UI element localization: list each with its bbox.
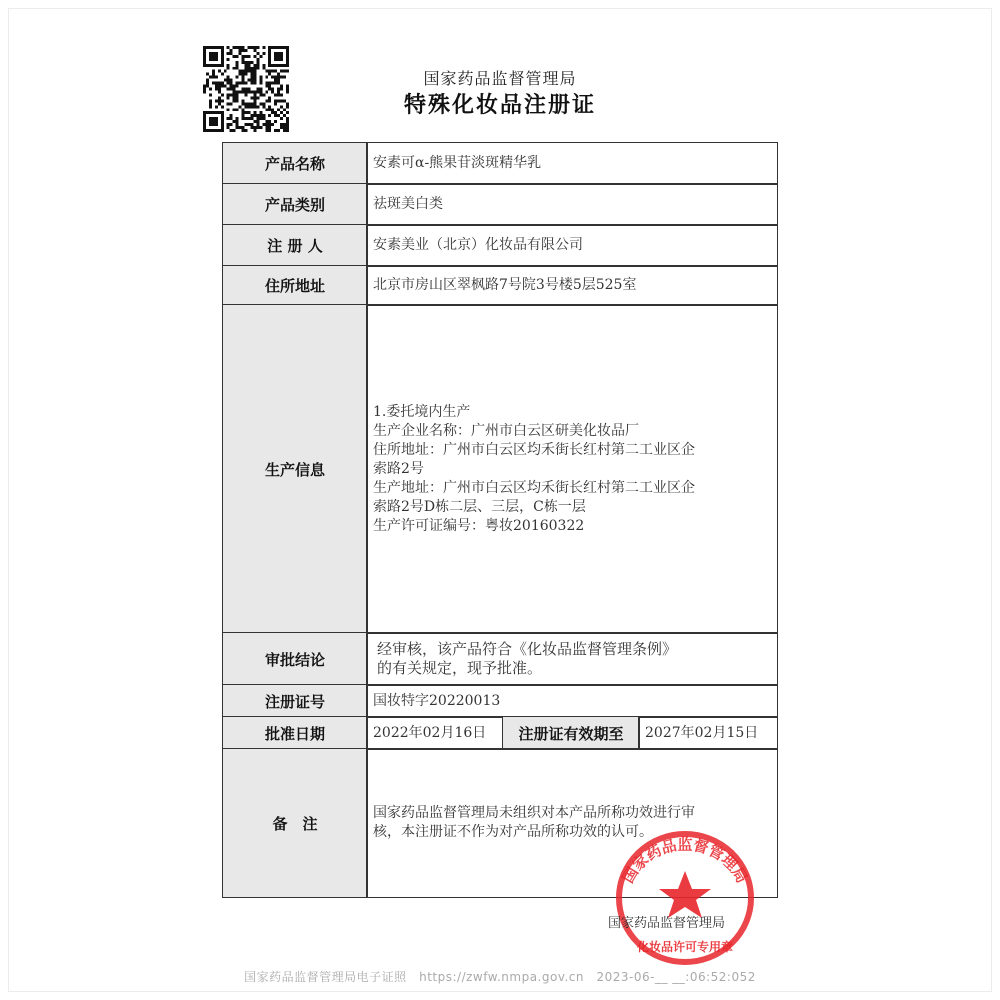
valid-until-value: 2027年02月15日: [638, 716, 778, 750]
valid-until-label: 注册证有效期至: [502, 716, 640, 750]
production-line: 生产企业名称：广州市白云区研美化妆品厂: [373, 422, 639, 439]
seal-overlay-authority: 国家药品监督管理局: [608, 916, 726, 931]
registrant-value: 安素美业（北京）化妆品有限公司: [366, 224, 778, 267]
seal-bottom-text: 化妆品许可专用章: [636, 940, 734, 954]
registration-number-value: 国妆特字20220013: [366, 684, 778, 718]
approval-conclusion-label: 审批结论: [222, 632, 368, 686]
footer-e-license: 国家药品监督管理局电子证照 https://zwfw.nmpa.gov.cn 2023-06-__ __:06:52:052: [244, 970, 756, 984]
remarks-label: 备 注: [222, 748, 368, 898]
remarks-line: 国家药品监督管理局未组织对本产品所称功效进行审: [373, 805, 695, 821]
product-category-label: 产品类别: [222, 183, 368, 226]
production-info-value: [366, 304, 778, 634]
seal-ring-text: 国家药品监督管理局: [618, 835, 752, 887]
document-title: 特殊化妆品注册证: [403, 93, 596, 118]
address-label: 住所地址: [222, 265, 368, 306]
official-seal-icon: [600, 826, 770, 966]
approval-date-value: 2022年02月16日: [366, 716, 504, 750]
product-category-value: 祛斑美白类: [366, 183, 778, 226]
approval-conclusion-line: 经审核，该产品符合《化妆品监督管理条例》: [377, 640, 678, 658]
product-name-value: 安素可α-熊果苷淡斑精华乳: [366, 142, 778, 185]
production-line: 1.委托境内生产: [373, 403, 471, 420]
registration-number-label: 注册证号: [222, 684, 368, 718]
product-name-label: 产品名称: [222, 142, 368, 185]
production-line: 索路2号: [373, 460, 424, 477]
remarks-line: 核，本注册证不作为对产品所称功效的认可。: [373, 824, 653, 840]
production-line: 生产许可证编号：粤妆20160322: [373, 517, 585, 534]
address-value: 北京市房山区翠枫路7号院3号楼5层525室: [366, 265, 778, 306]
production-info-label: 生产信息: [222, 304, 368, 634]
approval-conclusion-value: [366, 632, 778, 686]
production-line: 住所地址：广州市白云区均禾街长红村第二工业区企: [373, 441, 695, 458]
issuing-authority: 国家药品监督管理局: [423, 69, 577, 88]
production-line: 索路2号D栋二层、三层，C栋一层: [373, 498, 586, 515]
approval-date-label: 批准日期: [222, 716, 368, 750]
registrant-label: 注 册 人: [222, 224, 368, 267]
approval-conclusion-line: 的有关规定，现予批准。: [377, 659, 543, 677]
production-line: 生产地址：广州市白云区均禾街长红村第二工业区企: [373, 479, 695, 496]
